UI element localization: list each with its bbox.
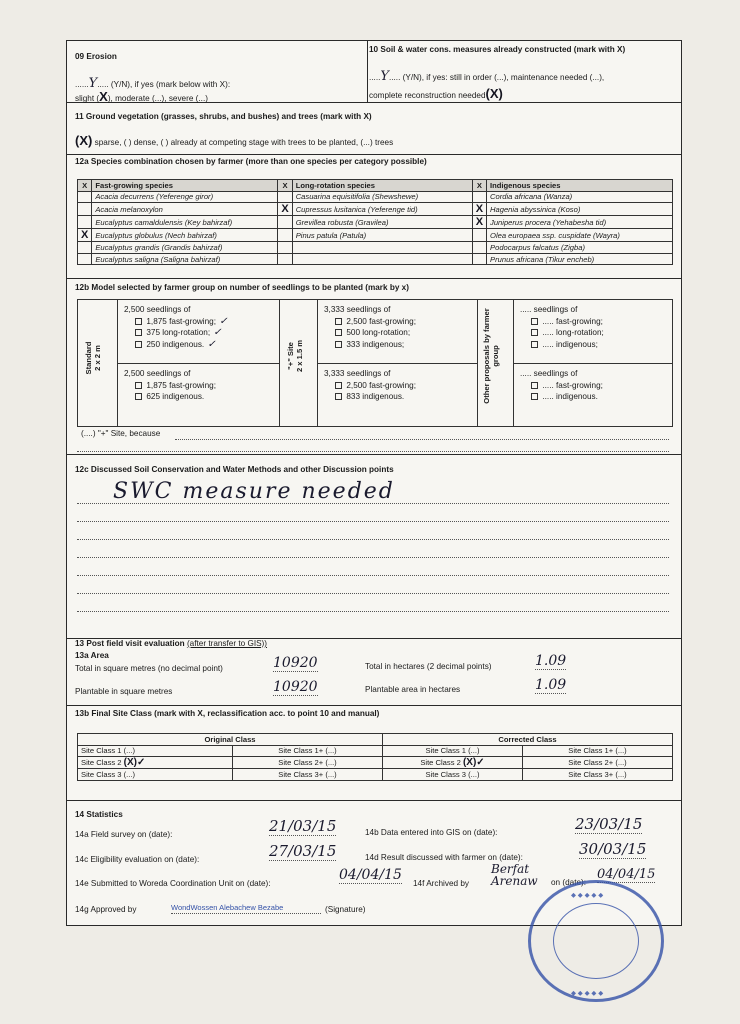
long-check[interactable] [278, 191, 292, 203]
long-species: Grevillea robusta (Gravilea) [292, 216, 472, 229]
standard-option-b[interactable]: 2,500 seedlings of 1,875 fast-growing; 625 indigenous. [124, 369, 217, 401]
plus-option-b[interactable]: 3,333 seedlings of 2,500 fast-growing; 833 indigenous. [324, 369, 417, 401]
vegetation-title: 11 Ground vegetation (grasses, shrubs, and bushes) and trees (mark with X) [75, 112, 372, 121]
fast-check[interactable] [78, 242, 92, 254]
submitted-label: 14e Submitted to Woreda Coordination Unit on (date): [75, 879, 271, 888]
stamp-ring-text: ◆ ◆ ◆ ◆ ◆ [571, 990, 604, 997]
slight-mark[interactable]: X [99, 89, 108, 104]
site-class-cell[interactable]: Site Class 3 (...) [78, 769, 233, 781]
site-class-cell[interactable]: Site Class 1+ (...) [523, 745, 673, 757]
long-species [292, 253, 472, 265]
site-class-cell[interactable]: Site Class 2+ (...) [523, 757, 673, 769]
site-class-cell[interactable]: Site Class 3+ (...) [523, 769, 673, 781]
section-model [67, 279, 681, 455]
ind-check[interactable] [472, 242, 486, 254]
result-discussed-date[interactable]: 30/03/15 [579, 840, 647, 858]
archived-label: 14f Archived by [413, 879, 469, 888]
fast-check[interactable]: X [78, 229, 92, 242]
site-class-cell[interactable]: Site Class 1 (...) [383, 745, 523, 757]
plantable-ha-value[interactable]: 1.09 [535, 677, 567, 693]
section-ground-vegetation [67, 103, 681, 155]
long-x-header: X [278, 180, 292, 192]
fast-check[interactable] [78, 203, 92, 216]
site-class-cell[interactable]: Site Class 2 (X)✓ [383, 757, 523, 769]
signature-label: (Signature) [325, 905, 366, 914]
ind-check[interactable]: X [472, 216, 486, 229]
ind-species: Juniperus procera (Yehabesha tid) [487, 216, 673, 229]
erosion-answer-line: ......Y..... (Y/N), if yes (mark below with X): [75, 76, 231, 91]
fast-header: Fast-growing species [92, 180, 278, 192]
site-class-cell[interactable]: Site Class 2 (X)✓ [78, 757, 233, 769]
discussion-line[interactable] [77, 557, 669, 558]
other-option-b[interactable]: ..... seedlings of ..... fast-growing; ..... indigenous. [520, 369, 603, 401]
long-species: Cupressus lusitanica (Yeferenge tid) [292, 203, 472, 216]
statistics-title: 14 Statistics [75, 810, 123, 819]
long-species: Pinus patula (Patula) [292, 229, 472, 242]
long-check[interactable] [278, 216, 292, 229]
gis-entry-date[interactable]: 23/03/15 [575, 815, 643, 833]
plantable-sqm-value[interactable]: 10920 [273, 679, 318, 695]
ind-x-header: X [472, 180, 486, 192]
section-evaluation [67, 639, 681, 801]
species-title: 12a Species combination chosen by farmer (more than one species per category possible) [75, 157, 427, 166]
ind-header: Indigenous species [487, 180, 673, 192]
site-because-line-2[interactable] [77, 451, 669, 452]
site-because-label: (....) "+" Site, because [81, 429, 161, 438]
fast-check[interactable] [78, 191, 92, 203]
approved-label: 14g Approved by [75, 905, 137, 914]
erosion-title: 09 Erosion [75, 52, 117, 61]
vegetation-line: (X) sparse, ( ) dense, ( ) already at competing stage with trees to be planted, (...) trees [75, 133, 394, 148]
site-class-title: 13b Final Site Class (mark with X, reclassification acc. to point 10 and manual) [75, 709, 380, 718]
eligibility-label: 14c Eligibility evaluation on (date): [75, 855, 200, 864]
corrected-class-header: Corrected Class [383, 734, 673, 746]
total-sqm-value[interactable]: 10920 [273, 655, 318, 671]
plus-option-a[interactable]: 3,333 seedlings of 2,500 fast-growing; 500 long-rotation; 333 indigenous; [324, 305, 417, 349]
site-class-cell[interactable]: Site Class 3+ (...) [233, 769, 383, 781]
swc-title: 10 Soil & water cons. measures already constructed (mark with X) [369, 45, 626, 54]
discussion-title: 12c Discussed Soil Conservation and Water Methods and other Discussion points [75, 465, 394, 474]
long-species: Casuarina equisitifolia (Shewshewe) [292, 191, 472, 203]
site-class-cell[interactable]: Site Class 2+ (...) [233, 757, 383, 769]
eligibility-date[interactable]: 27/03/15 [269, 842, 337, 860]
ind-species: Prunus africana (Tikur encheb) [487, 253, 673, 265]
fast-species: Eucalyptus camaldulensis (Key bahirzaf) [92, 216, 278, 229]
archived-date[interactable]: 04/04/15 [597, 867, 656, 882]
ind-check[interactable]: X [472, 203, 486, 216]
plantable-sqm-label: Plantable in square metres [75, 687, 173, 696]
swc-answer-line: .....Y..... (Y/N), if yes: still in order (...), maintenance needed (...), [369, 69, 605, 84]
official-stamp [528, 880, 664, 1002]
species-table [77, 179, 673, 265]
section-erosion-swc [67, 41, 681, 103]
section-discussion [67, 455, 681, 639]
standard-option-a[interactable]: 2,500 seedlings of 1,875 fast-growing; ✓ 375 long-rotation; ✓ 250 indigenous. ✓ [124, 305, 228, 350]
site-class-table [77, 733, 673, 781]
ind-check[interactable] [472, 191, 486, 203]
ind-species: Hagenia abyssinica (Koso) [487, 203, 673, 216]
fast-x-header: X [78, 180, 92, 192]
fast-check[interactable] [78, 216, 92, 229]
erosion-severity: slight (X), moderate (...), severe (...) [75, 89, 208, 104]
fast-check[interactable] [78, 253, 92, 265]
fast-species: Eucalyptus globulus (Nech bahirzaf) [92, 229, 278, 242]
ind-species: Cordia africana (Wanza) [487, 191, 673, 203]
discussion-line[interactable] [77, 503, 669, 504]
discussion-line[interactable] [77, 593, 669, 594]
species-row [78, 203, 673, 216]
long-check[interactable] [278, 242, 292, 254]
ind-check[interactable] [472, 229, 486, 242]
plus-site-label: "+" Site 2 x 1.5 m [286, 339, 304, 373]
discussion-line[interactable] [77, 539, 669, 540]
long-check[interactable] [278, 229, 292, 242]
species-row [78, 216, 673, 229]
stamp-inner-ring [553, 903, 639, 979]
site-class-row [78, 745, 673, 757]
other-option-a[interactable]: ..... seedlings of ..... fast-growing; ..... long-rotation; ..... indigenous; [520, 305, 604, 349]
gis-entry-label: 14b Data entered into GIS on (date): [365, 828, 498, 837]
sparse-mark[interactable]: (X) [75, 133, 93, 148]
ind-species: Olea europaea ssp. cuspidate (Wayra) [487, 229, 673, 242]
long-check[interactable]: X [278, 203, 292, 216]
species-row [78, 229, 673, 242]
fast-species: Acacia melanoxylon [92, 203, 278, 216]
area-title: 13a Area [75, 651, 109, 660]
site-because-line[interactable] [175, 439, 669, 440]
ind-species: Podocarpus falcatus (Zigba) [487, 242, 673, 254]
ind-check[interactable] [472, 253, 486, 265]
site-class-cell[interactable]: Site Class 1+ (...) [233, 745, 383, 757]
fast-species: Eucalyptus saligna (Saligna bahirzaf) [92, 253, 278, 265]
field-survey-label: 14a Field survey on (date): [75, 830, 173, 839]
evaluation-title: 13 Post field visit evaluation (after transfer to GIS)) [75, 639, 268, 648]
fast-species: Acacia decurrens (Yeferenge giror) [92, 191, 278, 203]
species-row [78, 242, 673, 254]
species-row [78, 253, 673, 265]
total-sqm-label: Total in square metres (no decimal point) [75, 664, 223, 673]
original-class-header: Original Class [78, 734, 383, 746]
model-title: 12b Model selected by farmer group on number of seedlings to be planted (mark by x) [75, 283, 409, 292]
total-ha-value[interactable]: 1.09 [535, 653, 567, 669]
stamp-ring-text: ◆ ◆ ◆ ◆ ◆ [571, 892, 604, 899]
approval-stamp-line: WondWossen Alebachew Bezabe [171, 903, 284, 912]
site-class-row [78, 769, 673, 781]
long-species [292, 242, 472, 254]
form-page [66, 40, 682, 926]
archived-date-label: on (date): [551, 878, 587, 887]
model-grid [77, 299, 673, 427]
long-header: Long-rotation species [292, 180, 472, 192]
plantable-ha-label: Plantable area in hectares [365, 685, 461, 694]
long-check[interactable] [278, 253, 292, 265]
swc-answer[interactable]: Y [380, 69, 389, 84]
total-ha-label: Total in hectares (2 decimal points) [365, 662, 492, 671]
discussion-line[interactable] [77, 521, 669, 522]
species-row [78, 191, 673, 203]
site-class-cell[interactable]: Site Class 3 (...) [383, 769, 523, 781]
submitted-date[interactable]: 04/04/15 [339, 867, 402, 883]
reconstruction-mark[interactable]: (X) [485, 86, 503, 101]
fast-species: Eucalyptus grandis (Grandis bahirzaf) [92, 242, 278, 254]
archived-by-name[interactable]: Berfat Arenaw [491, 862, 538, 888]
swc-reconstruction: complete reconstruction needed(X) [369, 86, 503, 101]
section-species [67, 155, 681, 279]
erosion-answer[interactable]: Y [88, 76, 98, 91]
site-class-row [78, 757, 673, 769]
discussion-line[interactable] [77, 611, 669, 612]
discussion-line[interactable] [77, 575, 669, 576]
site-class-cell[interactable]: Site Class 1 (...) [78, 745, 233, 757]
standard-label: Standard 2 x 2 m [84, 341, 102, 375]
discussion-handwritten[interactable]: SWC measure needed [113, 479, 395, 504]
field-survey-date[interactable]: 21/03/15 [269, 817, 337, 835]
other-proposals-label: Other proposals by farmer group [482, 308, 500, 404]
result-discussed-label: 14d Result discussed with farmer on (date): [365, 853, 523, 862]
